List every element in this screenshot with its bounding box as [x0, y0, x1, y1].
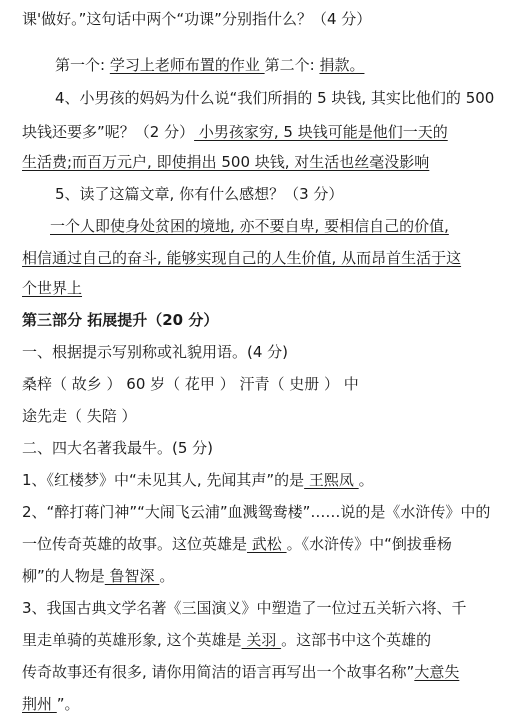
- line-20: [22, 630, 431, 650]
- question-text: 桑梓（ 故乡 ） 60 岁（ 花甲 ） 汗青（ 史册 ） 中: [22, 375, 359, 393]
- question-text: 二、四大名著我最牛。(5 分): [22, 439, 214, 457]
- answer-text: 相信通过自己的奋斗, 能够实现自己的人生价值, 从而昂首生活于这: [22, 249, 462, 267]
- line-8: [22, 248, 461, 268]
- line-4: [22, 122, 448, 142]
- section-heading: 第三部分 拓展提升（20 分）: [22, 311, 219, 329]
- line-15: [22, 470, 374, 490]
- question-text: 里走单骑的英雄形象, 这个英雄是: [22, 631, 242, 649]
- question-text: 一位传奇英雄的故事。这位英雄是: [22, 535, 248, 553]
- question-text: 。: [159, 567, 175, 585]
- line-1: [22, 9, 371, 29]
- question-text: 。这部书中这个英雄的: [281, 631, 432, 649]
- question-text: 4、小男孩的妈妈为什么说“我们所捐的 5 块钱, 其实比他们的 500: [55, 89, 495, 107]
- question-text: 传奇故事还有很多, 请你用简洁的语言再写出一个故事名称”: [22, 663, 415, 681]
- question-text: ”。: [56, 695, 80, 713]
- line-2: [55, 55, 364, 75]
- line-22: [22, 694, 80, 714]
- question-text: 2、“醉打蒋门神”“大闹飞云浦”血溅鸳鸯楼”……说的是《水浒传》中的: [22, 503, 491, 521]
- line-6: [55, 184, 343, 204]
- line-17: [22, 534, 452, 554]
- line-21: [22, 662, 459, 682]
- answer-text: 关羽: [241, 631, 282, 649]
- question-text: 块钱还要多”呢？（2 分）: [22, 123, 195, 141]
- answer-text: 武松: [247, 535, 287, 553]
- answer-text: 生活费;而百万元户, 即使捐出 500 块钱, 对生活也丝毫没影响: [22, 153, 430, 171]
- answer-text: 个世界上: [22, 279, 83, 297]
- question-text: 第二个:: [264, 56, 320, 74]
- line-9: [22, 278, 82, 298]
- answer-text: 荆州: [22, 695, 57, 713]
- line-14: [22, 438, 213, 458]
- question-text: 途先走（ 失陪 ）: [22, 407, 137, 425]
- answer-text: 大意失: [414, 663, 460, 681]
- answer-text: 鲁智深: [104, 567, 160, 585]
- answer-text: 一个人即使身处贫困的境地, 亦不要自卑, 要相信自己的价值,: [50, 217, 449, 235]
- line-13: [22, 406, 137, 426]
- line-7: [50, 216, 449, 236]
- line-5: [22, 152, 429, 172]
- question-text: 。: [358, 471, 374, 489]
- line-3: [55, 88, 494, 108]
- question-text: 3、我国古典文学名著《三国演义》中塑造了一位过五关斩六将、千: [22, 599, 467, 617]
- question-text: 1、《红楼梦》中“未见其人, 先闻其声”的是: [22, 471, 305, 489]
- question-text: 一、根据提示写别称或礼貌用语。(4 分): [22, 343, 289, 361]
- question-text: 柳”的人物是: [22, 567, 105, 585]
- question-text: 第一个:: [55, 56, 110, 74]
- line-16: [22, 502, 490, 522]
- question-text: 。《水浒传》中“倒拔垂杨: [286, 535, 452, 553]
- line-18: [22, 566, 174, 586]
- question-text: 5、读了这篇文章, 你有什么感想？（3 分）: [55, 185, 344, 203]
- question-text: 课'做好。”这句话中两个“功课”分别指什么？（4 分）: [22, 10, 372, 28]
- line-12: [22, 374, 359, 394]
- line-10: [22, 310, 218, 330]
- line-19: [22, 598, 467, 618]
- answer-text: 捐款。: [319, 56, 365, 74]
- line-11: [22, 342, 288, 362]
- answer-text: 学习上老师布置的作业: [109, 56, 265, 74]
- answer-text: 王熙凤: [304, 471, 359, 489]
- answer-text: 小男孩家穷, 5 块钱可能是他们一天的: [194, 123, 448, 141]
